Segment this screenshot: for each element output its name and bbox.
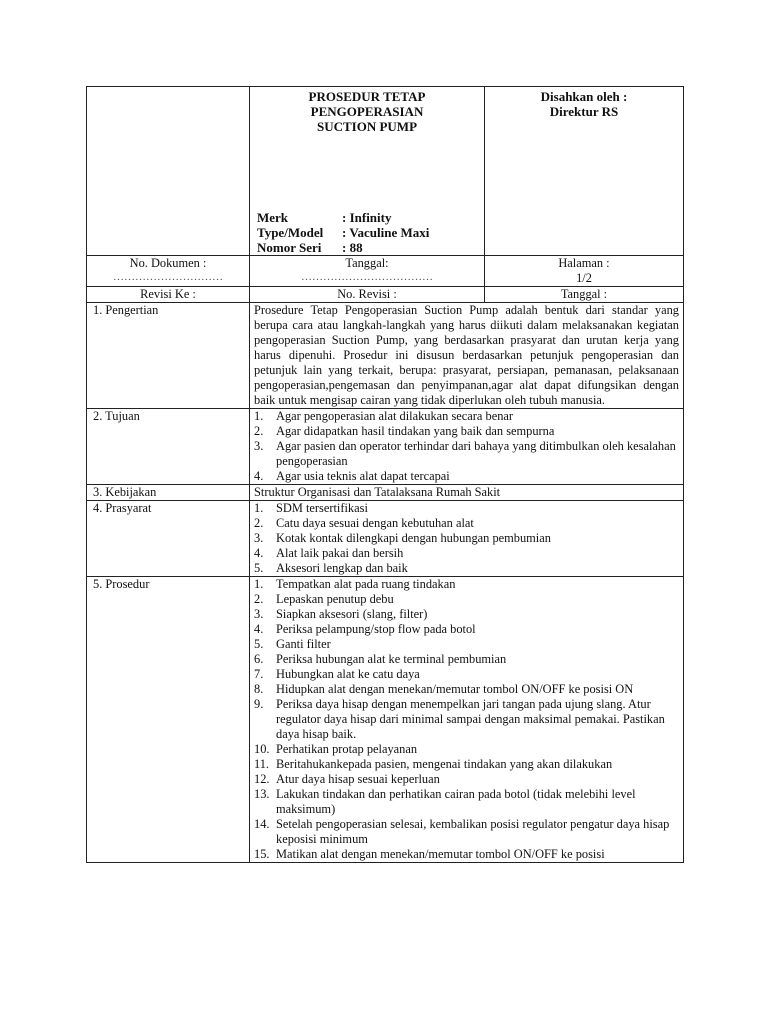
item-text: Periksa daya hisap dengan menempelkan jari tangan pada ujung slang. Atur regulator daya hisap dari minimal sampai dengan maksimal pemakai. Pastikan daya hisap baik. xyxy=(276,697,665,741)
item-number: 1. xyxy=(254,577,264,591)
logo-cell xyxy=(87,87,250,256)
item-number: 4. xyxy=(254,469,264,483)
item-number: 13. xyxy=(254,787,270,801)
item-number: 1. xyxy=(254,501,264,515)
list-item xyxy=(254,531,679,546)
section-label: 4. Prasyarat xyxy=(87,501,250,577)
item-number: 4. xyxy=(254,622,264,636)
spec-value: : 88 xyxy=(342,240,363,255)
spec-value: : Vaculine Maxi xyxy=(342,225,430,240)
spec-key: Nomor Seri xyxy=(257,240,322,255)
title-line: SUCTION PUMP xyxy=(316,119,418,134)
item-number: 7. xyxy=(254,667,264,681)
item-text: Lakukan tindakan dan perhatikan cairan pada botol (tidak melebihi level maksimum) xyxy=(276,787,636,816)
list-item xyxy=(254,787,679,817)
item-text: Hubungkan alat ke catu daya xyxy=(276,667,420,681)
revision-date-label: Tanggal : xyxy=(485,287,684,303)
item-number: 6. xyxy=(254,652,264,666)
list-item xyxy=(254,607,679,622)
tujuan-list xyxy=(254,409,679,484)
spec-value: : Infinity xyxy=(342,210,392,225)
spec-key: Type/Model xyxy=(257,225,324,240)
item-text: Catu daya sesuai dengan kebutuhan alat xyxy=(276,516,474,530)
document-title xyxy=(254,89,480,134)
item-text: Lepaskan penutup debu xyxy=(276,592,394,606)
item-number: 8. xyxy=(254,682,264,696)
pengertian-text: Prosedure Tetap Pengoperasian Suction Pump adalah bentuk dari standar yang berupa cara atau langkah-langkah yang harus diikuti dalam melaksanakan kegiatan pengoperasian Suction Pump, yang berdasarkan prasyarat dan urutan kerja yang harus dipenuhi. Prosedur ini disusun berdasarkan petunjuk pengoperasian dan petunjuk lain yang terkait, berupa: prasyarat, persiapan, pemanasan, pelaksanaan pengoperasian,pengemasan dan penyimpanan,agar alat dapat difungsikan dengan baik untuk mengisap cairan yang tidak diperlukan oleh tubuh manusia. xyxy=(250,303,684,409)
approval-line: Disahkan oleh : xyxy=(540,89,628,104)
doc-number-dots: ………………………… xyxy=(113,271,223,283)
approval-cell xyxy=(485,87,684,256)
doc-number-cell xyxy=(87,256,250,287)
item-number: 3. xyxy=(254,439,264,453)
section-kebijakan xyxy=(87,485,684,501)
list-item xyxy=(254,757,679,772)
item-number: 3. xyxy=(254,531,264,545)
section-prasyarat xyxy=(87,501,684,577)
spec-row-serial xyxy=(257,240,429,255)
prasyarat-list-cell xyxy=(250,501,684,577)
date-label: Tanggal: xyxy=(345,256,389,270)
item-text: Siapkan aksesori (slang, filter) xyxy=(276,607,428,621)
device-specs xyxy=(257,210,429,255)
sop-table xyxy=(86,86,684,863)
page-label: Halaman : xyxy=(558,256,610,270)
list-item xyxy=(254,439,679,469)
tujuan-list-cell xyxy=(250,409,684,485)
item-text: Aksesori lengkap dan baik xyxy=(276,561,408,575)
item-text: Alat laik pakai dan bersih xyxy=(276,546,404,560)
section-prosedur xyxy=(87,577,684,863)
list-item xyxy=(254,742,679,757)
section-tujuan xyxy=(87,409,684,485)
doc-number-label: No. Dokumen : xyxy=(129,256,207,270)
prosedur-list-cell xyxy=(250,577,684,863)
prasyarat-list xyxy=(254,501,679,576)
item-number: 9. xyxy=(254,697,264,711)
spec-row-merk xyxy=(257,210,429,225)
section-label: 2. Tujuan xyxy=(87,409,250,485)
item-text: SDM tersertifikasi xyxy=(276,501,368,515)
list-item xyxy=(254,697,679,742)
item-text: Tempatkan alat pada ruang tindakan xyxy=(276,577,456,591)
title-cell xyxy=(250,87,485,256)
page-value: 1/2 xyxy=(576,271,592,285)
item-number: 11. xyxy=(254,757,270,771)
list-item xyxy=(254,577,679,592)
page-cell xyxy=(485,256,684,287)
item-number: 2. xyxy=(254,592,264,606)
item-number: 12. xyxy=(254,772,270,786)
item-text: Hidupkan alat dengan menekan/memutar tombol ON/OFF ke posisi ON xyxy=(276,682,634,696)
list-item xyxy=(254,622,679,637)
item-number: 15. xyxy=(254,847,270,861)
item-text: Periksa hubungan alat ke terminal pembumian xyxy=(276,652,507,666)
approval-line: Direktur RS xyxy=(549,104,619,119)
item-number: 14. xyxy=(254,817,270,831)
item-number: 2. xyxy=(254,516,264,530)
meta-row xyxy=(87,256,684,287)
spec-row-type xyxy=(257,225,429,240)
list-item xyxy=(254,546,679,561)
list-item xyxy=(254,667,679,682)
item-text: Atur daya hisap sesuai keperluan xyxy=(276,772,440,786)
item-text: Setelah pengoperasian selesai, kembalikan posisi regulator pengatur daya hisap keposisi minimum xyxy=(276,817,670,846)
header-row xyxy=(87,87,684,256)
kebijakan-text: Struktur Organisasi dan Tatalaksana Rumah Sakit xyxy=(250,485,684,501)
item-text: Matikan alat dengan menekan/memutar tombol ON/OFF ke posisi xyxy=(276,847,605,861)
revision-row xyxy=(87,287,684,303)
list-item xyxy=(254,516,679,531)
section-label: 5. Prosedur xyxy=(87,577,250,863)
list-item xyxy=(254,817,679,847)
item-text: Periksa pelampung/stop flow pada botol xyxy=(276,622,476,636)
section-label: 1. Pengertian xyxy=(87,303,250,409)
section-label: 3. Kebijakan xyxy=(87,485,250,501)
item-number: 10. xyxy=(254,742,270,756)
item-text: Perhatikan protap pelayanan xyxy=(276,742,418,756)
item-text: Agar usia teknis alat dapat tercapai xyxy=(276,469,450,483)
approval-block xyxy=(489,89,679,119)
item-text: Ganti filter xyxy=(276,637,331,651)
title-line: PENGOPERASIAN xyxy=(310,104,424,119)
item-number: 2. xyxy=(254,424,264,438)
list-item xyxy=(254,424,679,439)
list-item xyxy=(254,592,679,607)
item-number: 3. xyxy=(254,607,264,621)
list-item xyxy=(254,682,679,697)
list-item xyxy=(254,409,679,424)
revision-label: Revisi Ke : xyxy=(87,287,250,303)
item-number: 1. xyxy=(254,409,264,423)
item-number: 4. xyxy=(254,546,264,560)
item-text: Agar pasien dan operator terhindar dari bahaya yang ditimbulkan oleh kesalahan pengoperasian xyxy=(276,439,676,468)
item-number: 5. xyxy=(254,637,264,651)
item-text: Kotak kontak dilengkapi dengan hubungan pembumian xyxy=(276,531,551,545)
list-item xyxy=(254,501,679,516)
list-item xyxy=(254,637,679,652)
list-item xyxy=(254,652,679,667)
spec-key: Merk xyxy=(257,210,289,225)
item-text: Agar pengoperasian alat dilakukan secara benar xyxy=(276,409,514,423)
prosedur-list xyxy=(254,577,679,862)
list-item xyxy=(254,469,679,484)
list-item xyxy=(254,561,679,576)
list-item xyxy=(254,772,679,787)
section-pengertian xyxy=(87,303,684,409)
item-number: 5. xyxy=(254,561,264,575)
list-item xyxy=(254,847,679,862)
item-text: Agar didapatkan hasil tindakan yang baik dan sempurna xyxy=(276,424,555,438)
item-text: Beritahukankepada pasien, mengenai tindakan yang akan dilakukan xyxy=(276,757,613,771)
date-cell xyxy=(250,256,485,287)
revision-no-label: No. Revisi : xyxy=(250,287,485,303)
title-line: PROSEDUR TETAP xyxy=(308,89,426,104)
date-dots: ……………………………… xyxy=(301,271,433,283)
